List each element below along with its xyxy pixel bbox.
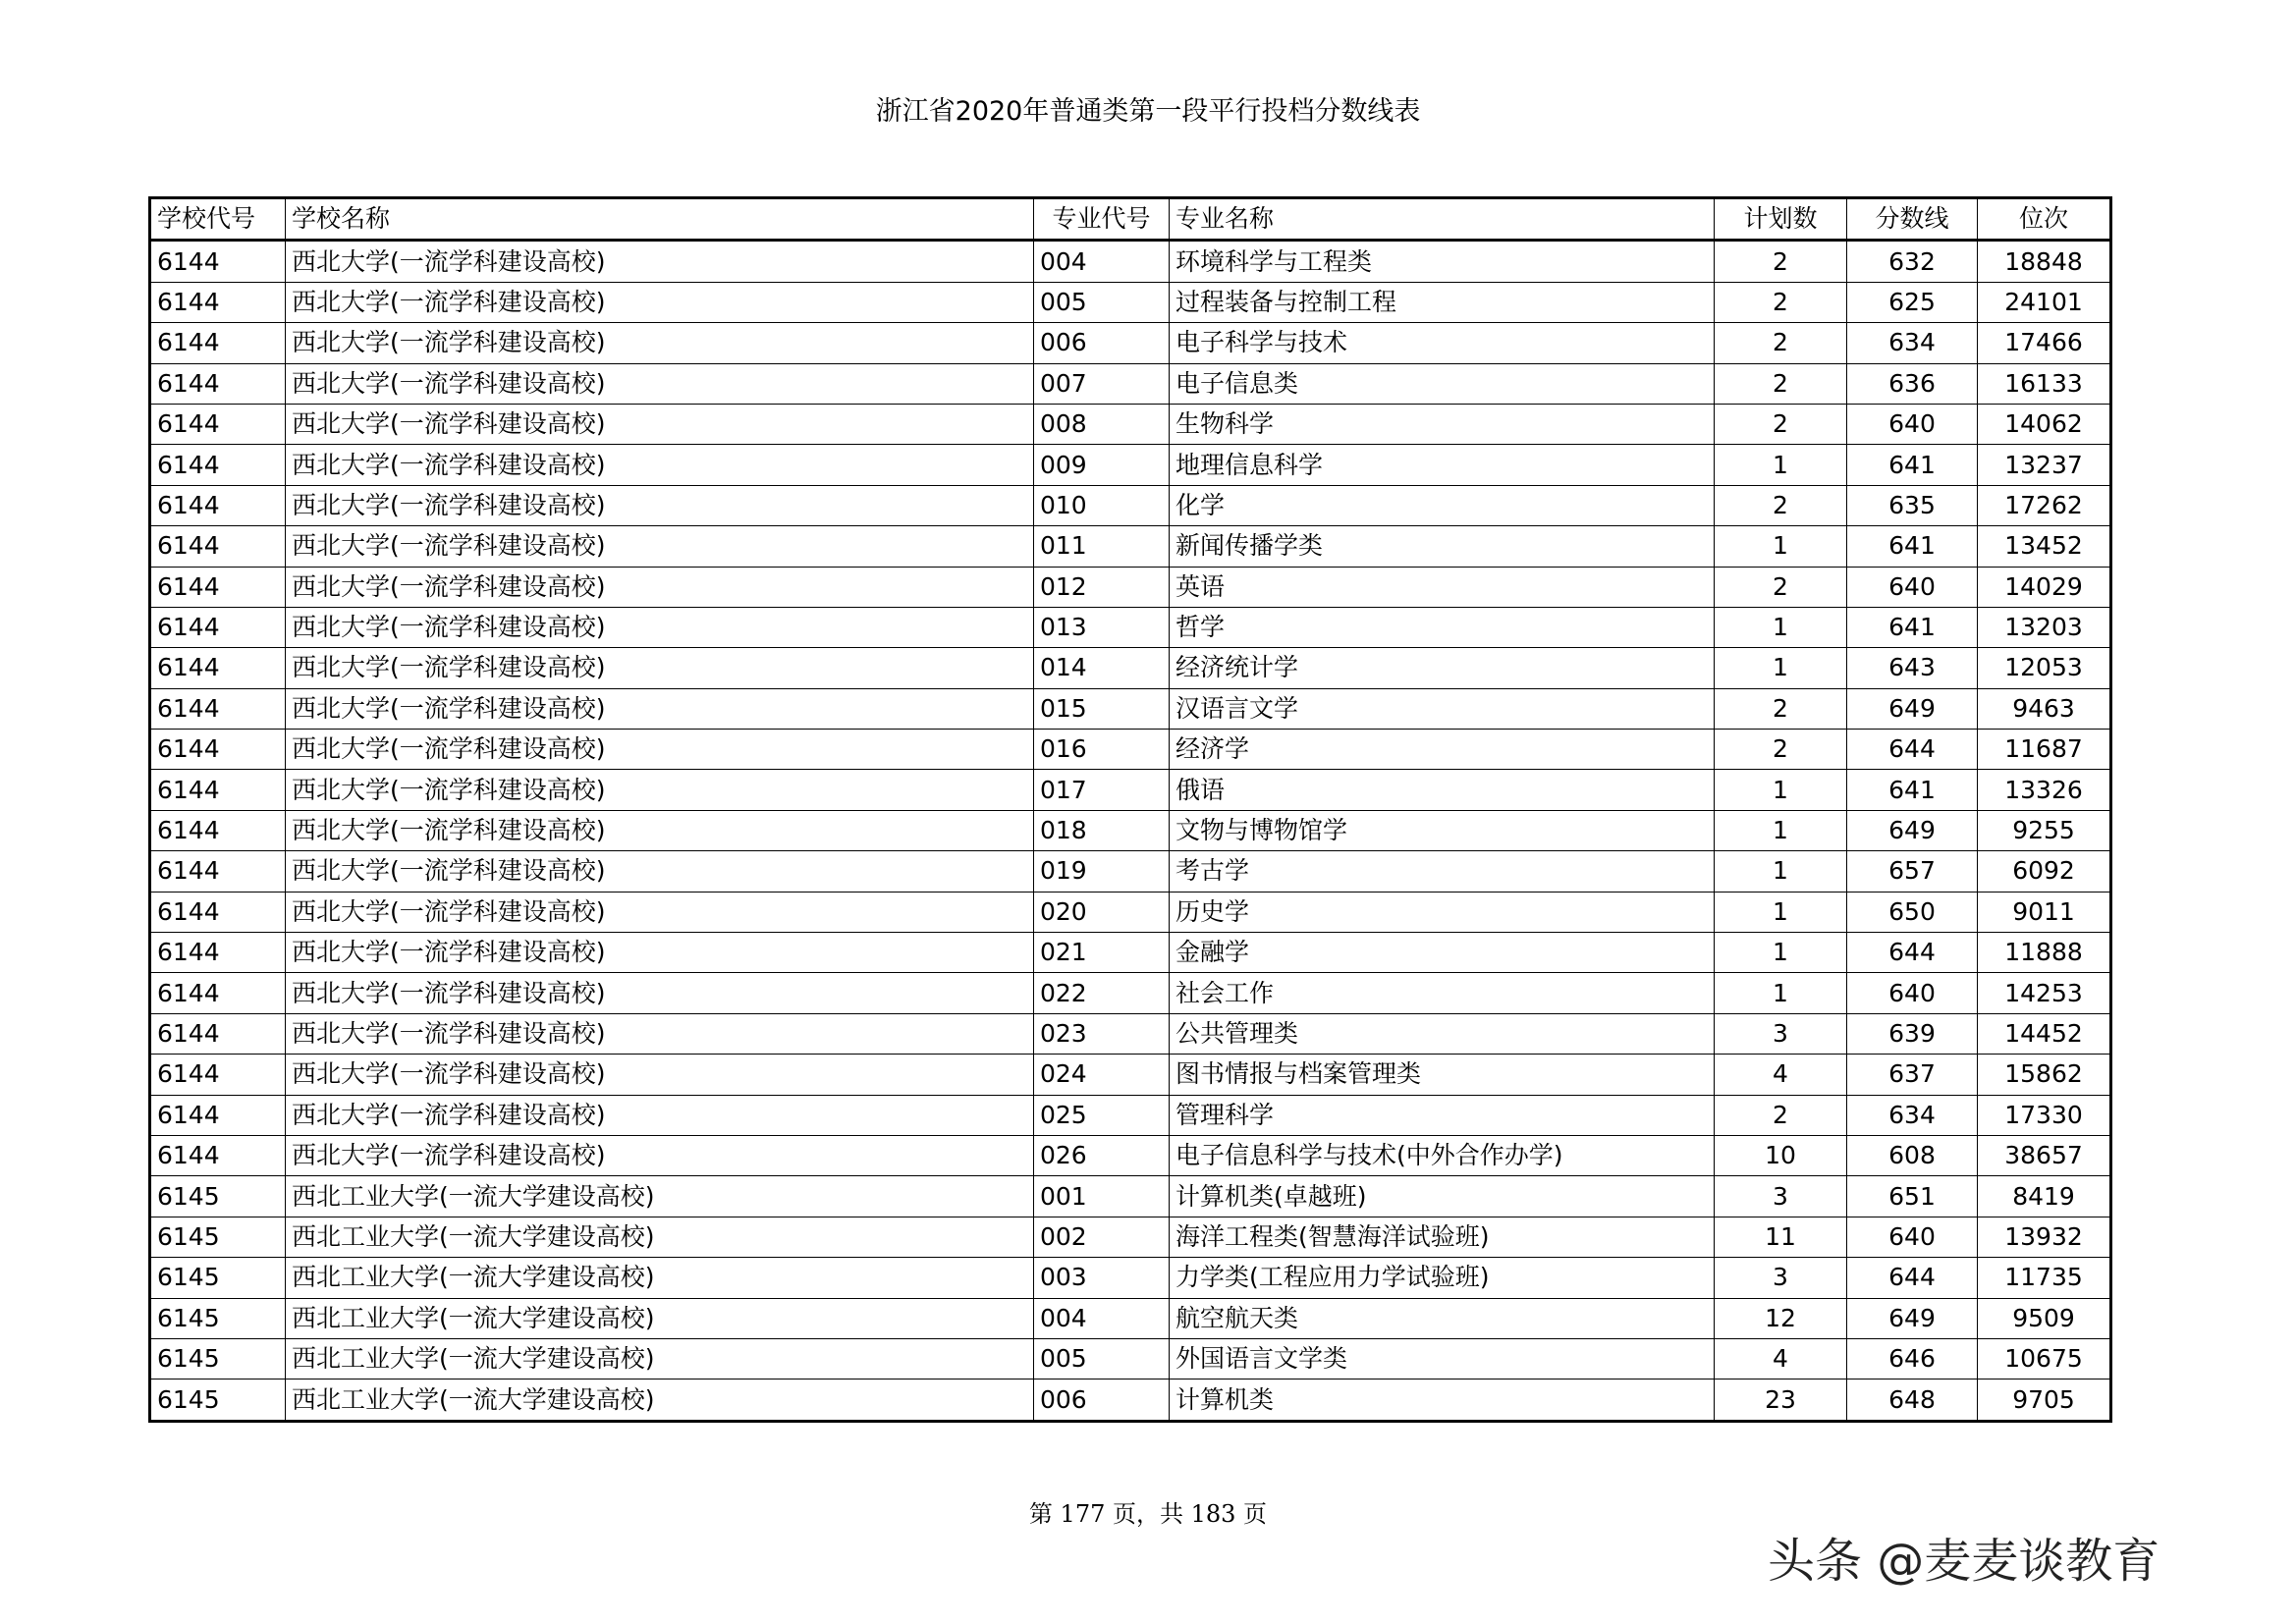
cell-major-code: 015 [1034, 688, 1170, 729]
cell-school-name: 西北工业大学(一流大学建设高校) [286, 1217, 1034, 1257]
cell-rank: 17262 [1978, 485, 2111, 525]
cell-plan-count: 3 [1715, 1013, 1847, 1054]
table-header-row [150, 198, 2111, 241]
cell-score-line: 636 [1847, 363, 1978, 404]
cell-major-name: 航空航天类 [1170, 1298, 1715, 1338]
admission-score-table [148, 196, 2112, 1423]
cell-major-name: 环境科学与工程类 [1170, 241, 1715, 282]
cell-score-line: 644 [1847, 1258, 1978, 1298]
table-row [150, 1013, 2111, 1054]
cell-plan-count: 3 [1715, 1258, 1847, 1298]
cell-major-name: 力学类(工程应用力学试验班) [1170, 1258, 1715, 1298]
cell-plan-count: 4 [1715, 1055, 1847, 1095]
table-row [150, 1298, 2111, 1338]
cell-school-code: 6144 [150, 648, 286, 688]
table-row [150, 1055, 2111, 1095]
cell-major-code: 005 [1034, 282, 1170, 322]
cell-score-line: 640 [1847, 567, 1978, 607]
cell-plan-count: 2 [1715, 485, 1847, 525]
cell-rank: 38657 [1978, 1135, 2111, 1175]
cell-plan-count: 3 [1715, 1176, 1847, 1217]
table-row [150, 1176, 2111, 1217]
table-row [150, 648, 2111, 688]
cell-school-name: 西北大学(一流学科建设高校) [286, 282, 1034, 322]
cell-plan-count: 11 [1715, 1217, 1847, 1257]
cell-rank: 14029 [1978, 567, 2111, 607]
cell-score-line: 643 [1847, 648, 1978, 688]
cell-major-name: 图书情报与档案管理类 [1170, 1055, 1715, 1095]
table-row [150, 1380, 2111, 1421]
table-row [150, 851, 2111, 892]
cell-school-code: 6145 [150, 1217, 286, 1257]
cell-major-code: 024 [1034, 1055, 1170, 1095]
cell-major-name: 汉语言文学 [1170, 688, 1715, 729]
cell-major-name: 俄语 [1170, 770, 1715, 810]
cell-major-code: 004 [1034, 241, 1170, 282]
cell-school-name: 西北工业大学(一流大学建设高校) [286, 1258, 1034, 1298]
cell-plan-count: 1 [1715, 770, 1847, 810]
cell-score-line: 637 [1847, 1055, 1978, 1095]
cell-major-name: 英语 [1170, 567, 1715, 607]
cell-major-code: 004 [1034, 1298, 1170, 1338]
col-header-school-name: 学校名称 [286, 198, 1034, 241]
table-row [150, 933, 2111, 973]
cell-rank: 11735 [1978, 1258, 2111, 1298]
table-row [150, 282, 2111, 322]
table-row [150, 607, 2111, 647]
cell-score-line: 649 [1847, 810, 1978, 850]
cell-school-name: 西北工业大学(一流大学建设高校) [286, 1176, 1034, 1217]
cell-school-code: 6145 [150, 1380, 286, 1421]
cell-plan-count: 1 [1715, 526, 1847, 567]
cell-major-code: 012 [1034, 567, 1170, 607]
cell-school-name: 西北大学(一流学科建设高校) [286, 526, 1034, 567]
cell-school-code: 6144 [150, 688, 286, 729]
cell-rank: 9255 [1978, 810, 2111, 850]
table-row [150, 363, 2111, 404]
cell-major-name: 考古学 [1170, 851, 1715, 892]
table-row [150, 323, 2111, 363]
cell-rank: 14452 [1978, 1013, 2111, 1054]
cell-major-name: 经济统计学 [1170, 648, 1715, 688]
cell-rank: 13237 [1978, 445, 2111, 485]
cell-rank: 14062 [1978, 404, 2111, 444]
cell-plan-count: 2 [1715, 1095, 1847, 1135]
cell-major-name: 经济学 [1170, 730, 1715, 770]
cell-school-name: 西北大学(一流学科建设高校) [286, 241, 1034, 282]
cell-major-code: 022 [1034, 973, 1170, 1013]
cell-school-name: 西北大学(一流学科建设高校) [286, 933, 1034, 973]
cell-rank: 18848 [1978, 241, 2111, 282]
table-row [150, 892, 2111, 932]
cell-major-name: 过程装备与控制工程 [1170, 282, 1715, 322]
table-row [150, 770, 2111, 810]
cell-plan-count: 2 [1715, 730, 1847, 770]
cell-school-name: 西北大学(一流学科建设高校) [286, 851, 1034, 892]
cell-school-code: 6144 [150, 567, 286, 607]
cell-school-name: 西北大学(一流学科建设高校) [286, 688, 1034, 729]
table-row [150, 445, 2111, 485]
cell-school-name: 西北大学(一流学科建设高校) [286, 323, 1034, 363]
cell-major-code: 014 [1034, 648, 1170, 688]
cell-major-code: 006 [1034, 1380, 1170, 1421]
table-row [150, 810, 2111, 850]
cell-major-code: 016 [1034, 730, 1170, 770]
table-body [150, 241, 2111, 1421]
cell-rank: 6092 [1978, 851, 2111, 892]
cell-rank: 10675 [1978, 1338, 2111, 1379]
cell-school-name: 西北工业大学(一流大学建设高校) [286, 1380, 1034, 1421]
cell-school-code: 6144 [150, 445, 286, 485]
cell-school-name: 西北大学(一流学科建设高校) [286, 607, 1034, 647]
cell-score-line: 649 [1847, 1298, 1978, 1338]
cell-school-name: 西北大学(一流学科建设高校) [286, 404, 1034, 444]
cell-school-name: 西北大学(一流学科建设高校) [286, 445, 1034, 485]
cell-plan-count: 23 [1715, 1380, 1847, 1421]
cell-score-line: 651 [1847, 1176, 1978, 1217]
table-row [150, 1258, 2111, 1298]
cell-rank: 17466 [1978, 323, 2111, 363]
table-row [150, 567, 2111, 607]
cell-major-name: 社会工作 [1170, 973, 1715, 1013]
page-footer: 第 177 页，共 183 页 [1028, 1500, 1268, 1528]
cell-major-name: 哲学 [1170, 607, 1715, 647]
cell-school-code: 6144 [150, 526, 286, 567]
cell-score-line: 641 [1847, 526, 1978, 567]
table-row [150, 1338, 2111, 1379]
cell-major-name: 电子科学与技术 [1170, 323, 1715, 363]
table-row [150, 730, 2111, 770]
cell-score-line: 649 [1847, 688, 1978, 729]
cell-school-code: 6144 [150, 282, 286, 322]
cell-school-code: 6144 [150, 892, 286, 932]
cell-score-line: 640 [1847, 973, 1978, 1013]
cell-rank: 15862 [1978, 1055, 2111, 1095]
cell-major-name: 地理信息科学 [1170, 445, 1715, 485]
cell-rank: 11888 [1978, 933, 2111, 973]
cell-rank: 9509 [1978, 1298, 2111, 1338]
cell-rank: 9463 [1978, 688, 2111, 729]
cell-score-line: 644 [1847, 730, 1978, 770]
cell-major-code: 005 [1034, 1338, 1170, 1379]
cell-school-code: 6144 [150, 810, 286, 850]
col-header-major-name: 专业名称 [1170, 198, 1715, 241]
cell-major-name: 公共管理类 [1170, 1013, 1715, 1054]
cell-major-name: 历史学 [1170, 892, 1715, 932]
cell-score-line: 625 [1847, 282, 1978, 322]
cell-rank: 13452 [1978, 526, 2111, 567]
cell-school-name: 西北工业大学(一流大学建设高校) [286, 1298, 1034, 1338]
cell-plan-count: 1 [1715, 648, 1847, 688]
cell-major-code: 011 [1034, 526, 1170, 567]
cell-score-line: 641 [1847, 770, 1978, 810]
cell-rank: 13326 [1978, 770, 2111, 810]
cell-major-name: 计算机类 [1170, 1380, 1715, 1421]
cell-major-name: 化学 [1170, 485, 1715, 525]
cell-plan-count: 1 [1715, 851, 1847, 892]
cell-school-code: 6144 [150, 1135, 286, 1175]
cell-major-name: 计算机类(卓越班) [1170, 1176, 1715, 1217]
table-row [150, 1217, 2111, 1257]
cell-school-name: 西北大学(一流学科建设高校) [286, 1135, 1034, 1175]
cell-score-line: 641 [1847, 445, 1978, 485]
cell-school-name: 西北大学(一流学科建设高校) [286, 567, 1034, 607]
cell-rank: 17330 [1978, 1095, 2111, 1135]
cell-plan-count: 10 [1715, 1135, 1847, 1175]
cell-rank: 11687 [1978, 730, 2111, 770]
cell-score-line: 608 [1847, 1135, 1978, 1175]
cell-school-name: 西北大学(一流学科建设高校) [286, 363, 1034, 404]
cell-school-name: 西北大学(一流学科建设高校) [286, 892, 1034, 932]
cell-major-name: 生物科学 [1170, 404, 1715, 444]
cell-plan-count: 12 [1715, 1298, 1847, 1338]
cell-major-code: 013 [1034, 607, 1170, 647]
cell-school-name: 西北大学(一流学科建设高校) [286, 730, 1034, 770]
cell-score-line: 640 [1847, 404, 1978, 444]
cell-major-code: 010 [1034, 485, 1170, 525]
cell-rank: 14253 [1978, 973, 2111, 1013]
cell-score-line: 644 [1847, 933, 1978, 973]
cell-major-name: 电子信息类 [1170, 363, 1715, 404]
col-header-plan-count: 计划数 [1715, 198, 1847, 241]
cell-score-line: 646 [1847, 1338, 1978, 1379]
cell-major-code: 017 [1034, 770, 1170, 810]
cell-score-line: 634 [1847, 1095, 1978, 1135]
cell-major-code: 021 [1034, 933, 1170, 973]
page-title: 浙江省2020年普通类第一段平行投档分数线表 [875, 96, 1421, 127]
cell-school-code: 6145 [150, 1298, 286, 1338]
cell-major-code: 007 [1034, 363, 1170, 404]
cell-major-code: 003 [1034, 1258, 1170, 1298]
cell-school-code: 6144 [150, 1055, 286, 1095]
cell-rank: 8419 [1978, 1176, 2111, 1217]
cell-school-name: 西北大学(一流学科建设高校) [286, 1095, 1034, 1135]
cell-school-name: 西北大学(一流学科建设高校) [286, 485, 1034, 525]
cell-plan-count: 2 [1715, 404, 1847, 444]
cell-major-code: 023 [1034, 1013, 1170, 1054]
cell-school-code: 6144 [150, 363, 286, 404]
cell-plan-count: 2 [1715, 282, 1847, 322]
cell-major-code: 018 [1034, 810, 1170, 850]
cell-school-code: 6144 [150, 973, 286, 1013]
cell-major-code: 025 [1034, 1095, 1170, 1135]
table-row [150, 241, 2111, 282]
cell-school-code: 6144 [150, 730, 286, 770]
cell-plan-count: 1 [1715, 933, 1847, 973]
watermark: 头条 @麦麦谈教育 [1768, 1534, 2160, 1589]
cell-plan-count: 1 [1715, 973, 1847, 1013]
table-row [150, 688, 2111, 729]
cell-score-line: 635 [1847, 485, 1978, 525]
col-header-major-code: 专业代号 [1034, 198, 1170, 241]
cell-major-name: 文物与博物馆学 [1170, 810, 1715, 850]
cell-score-line: 650 [1847, 892, 1978, 932]
cell-score-line: 640 [1847, 1217, 1978, 1257]
col-header-rank: 位次 [1978, 198, 2111, 241]
table-row [150, 404, 2111, 444]
cell-rank: 9705 [1978, 1380, 2111, 1421]
cell-rank: 16133 [1978, 363, 2111, 404]
cell-rank: 24101 [1978, 282, 2111, 322]
cell-plan-count: 2 [1715, 363, 1847, 404]
cell-major-code: 009 [1034, 445, 1170, 485]
cell-major-name: 海洋工程类(智慧海洋试验班) [1170, 1217, 1715, 1257]
cell-school-name: 西北大学(一流学科建设高校) [286, 810, 1034, 850]
cell-major-name: 外国语言文学类 [1170, 1338, 1715, 1379]
cell-school-code: 6144 [150, 770, 286, 810]
cell-plan-count: 2 [1715, 567, 1847, 607]
cell-plan-count: 2 [1715, 688, 1847, 729]
cell-major-name: 管理科学 [1170, 1095, 1715, 1135]
cell-school-code: 6144 [150, 851, 286, 892]
cell-school-code: 6145 [150, 1258, 286, 1298]
table-row [150, 1095, 2111, 1135]
cell-school-code: 6144 [150, 933, 286, 973]
table-row [150, 1135, 2111, 1175]
cell-major-name: 金融学 [1170, 933, 1715, 973]
cell-school-name: 西北大学(一流学科建设高校) [286, 1013, 1034, 1054]
cell-score-line: 648 [1847, 1380, 1978, 1421]
cell-school-code: 6144 [150, 485, 286, 525]
col-header-score-line: 分数线 [1847, 198, 1978, 241]
cell-plan-count: 2 [1715, 323, 1847, 363]
cell-score-line: 634 [1847, 323, 1978, 363]
cell-major-name: 新闻传播学类 [1170, 526, 1715, 567]
table-row [150, 973, 2111, 1013]
cell-score-line: 657 [1847, 851, 1978, 892]
cell-school-code: 6144 [150, 404, 286, 444]
col-header-school-code: 学校代号 [150, 198, 286, 241]
cell-school-name: 西北大学(一流学科建设高校) [286, 648, 1034, 688]
cell-plan-count: 1 [1715, 607, 1847, 647]
cell-school-name: 西北工业大学(一流大学建设高校) [286, 1338, 1034, 1379]
cell-major-name: 电子信息科学与技术(中外合作办学) [1170, 1135, 1715, 1175]
cell-plan-count: 1 [1715, 445, 1847, 485]
cell-school-code: 6144 [150, 241, 286, 282]
cell-plan-count: 2 [1715, 241, 1847, 282]
cell-rank: 12053 [1978, 648, 2111, 688]
cell-rank: 13932 [1978, 1217, 2111, 1257]
table-row [150, 485, 2111, 525]
cell-school-code: 6144 [150, 1095, 286, 1135]
cell-school-code: 6144 [150, 1013, 286, 1054]
cell-rank: 9011 [1978, 892, 2111, 932]
cell-rank: 13203 [1978, 607, 2111, 647]
cell-school-name: 西北大学(一流学科建设高校) [286, 1055, 1034, 1095]
cell-major-code: 006 [1034, 323, 1170, 363]
cell-plan-count: 1 [1715, 810, 1847, 850]
cell-major-code: 026 [1034, 1135, 1170, 1175]
cell-school-code: 6145 [150, 1176, 286, 1217]
table-row [150, 526, 2111, 567]
cell-major-code: 008 [1034, 404, 1170, 444]
cell-score-line: 639 [1847, 1013, 1978, 1054]
cell-school-code: 6145 [150, 1338, 286, 1379]
cell-major-code: 019 [1034, 851, 1170, 892]
cell-plan-count: 4 [1715, 1338, 1847, 1379]
cell-major-code: 020 [1034, 892, 1170, 932]
cell-school-name: 西北大学(一流学科建设高校) [286, 770, 1034, 810]
cell-score-line: 641 [1847, 607, 1978, 647]
cell-major-code: 002 [1034, 1217, 1170, 1257]
cell-school-code: 6144 [150, 607, 286, 647]
cell-school-code: 6144 [150, 323, 286, 363]
cell-score-line: 632 [1847, 241, 1978, 282]
cell-school-name: 西北大学(一流学科建设高校) [286, 973, 1034, 1013]
cell-major-code: 001 [1034, 1176, 1170, 1217]
cell-plan-count: 1 [1715, 892, 1847, 932]
